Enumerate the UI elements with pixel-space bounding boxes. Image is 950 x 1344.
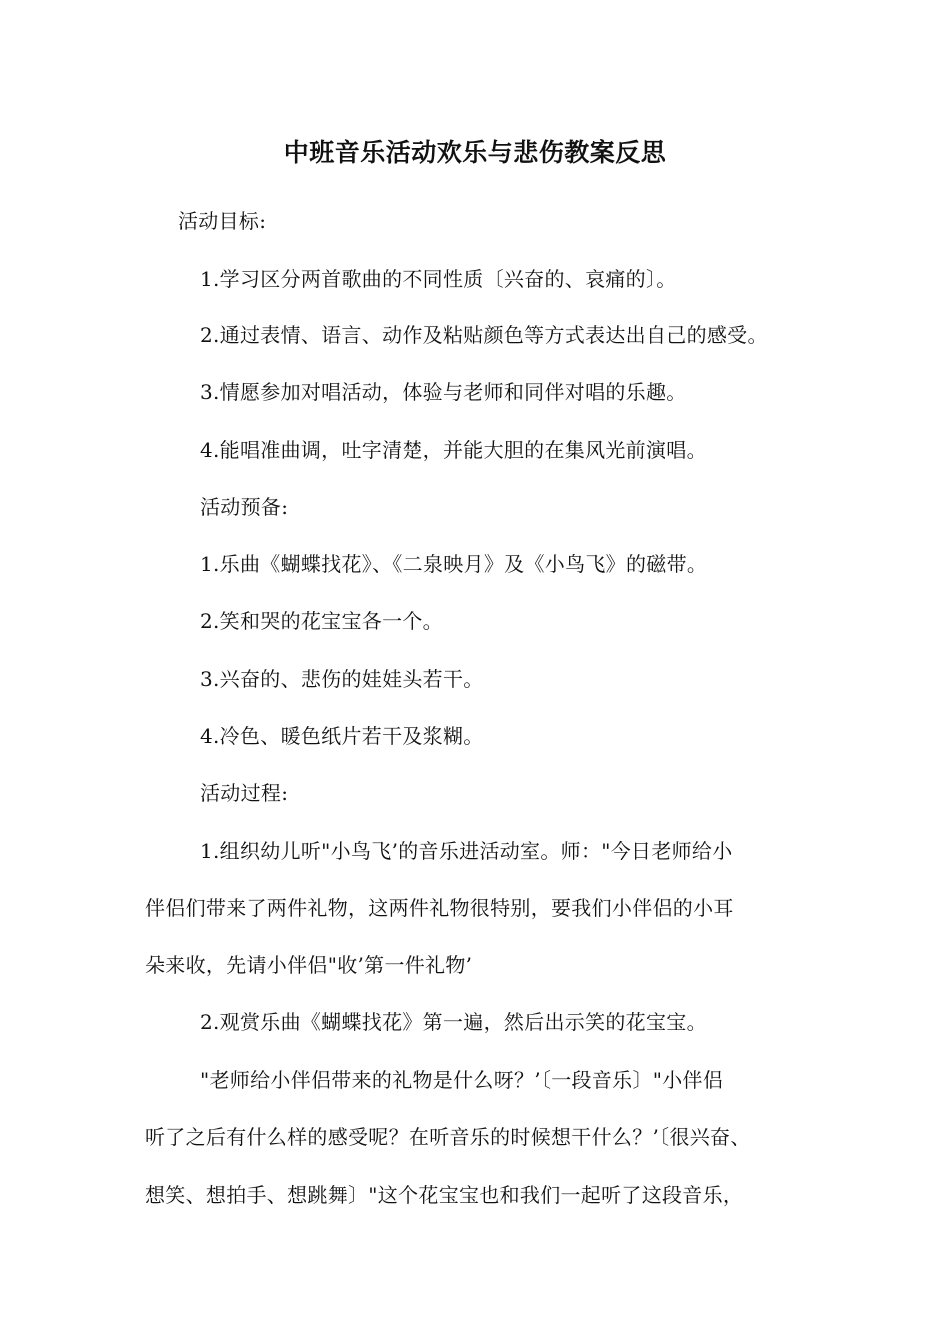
paragraph-line: 2.通过表情、语言、动作及粘贴颜色等方式表达出自己的感受。 — [200, 323, 768, 347]
paragraph-line: 3.兴奋的、悲伤的娃娃头若干。 — [200, 667, 484, 691]
section-heading-process: 活动过程: — [200, 781, 289, 805]
paragraph-line: "老师给小伴侣带来的礼物是什么呀？’〔一段音乐〕"小伴侣 — [200, 1068, 724, 1092]
paragraph-line: 2.笑和哭的花宝宝各一个。 — [200, 609, 443, 633]
paragraph-line: 听了之后有什么样的感受呢？在听音乐的时候想干什么？’〔很兴奋、 — [145, 1125, 751, 1149]
paragraph-line: 4.能唱准曲调，吐字清楚，并能大胆的在集风光前演唱。 — [200, 438, 707, 462]
paragraph-line: 3.情愿参加对唱活动，体验与老师和同伴对唱的乐趣。 — [200, 380, 687, 404]
paragraph-line: 4.冷色、暖色纸片若干及浆糊。 — [200, 724, 484, 748]
section-heading-goals: 活动目标: — [178, 209, 267, 233]
document-title: 中班音乐活动欢乐与悲伤教案反思 — [283, 138, 667, 167]
paragraph-line: 朵来收，先请小伴侣"收’第一件礼物’ — [145, 953, 473, 977]
paragraph-line: 1.学习区分两首歌曲的不同性质〔兴奋的、哀痛的〕。 — [200, 267, 677, 291]
paragraph-line: 伴侣们带来了两件礼物，这两件礼物很特别，要我们小伴侣的小耳 — [145, 896, 734, 920]
paragraph-line: 1.组织幼儿听"小鸟飞’的音乐进活动室。师："今日老师给小 — [200, 839, 733, 863]
paragraph-line: 1.乐曲《蝴蝶找花》、《二泉映月》及《小鸟飞》的磁带。 — [200, 552, 708, 576]
section-heading-preparation: 活动预备: — [200, 495, 289, 519]
paragraph-line: 2.观赏乐曲《蝴蝶找花》第一遍，然后出示笑的花宝宝。 — [200, 1010, 707, 1034]
paragraph-line: 想笑、想拍手、想跳舞〕"这个花宝宝也和我们一起听了这段音乐， — [145, 1183, 744, 1207]
